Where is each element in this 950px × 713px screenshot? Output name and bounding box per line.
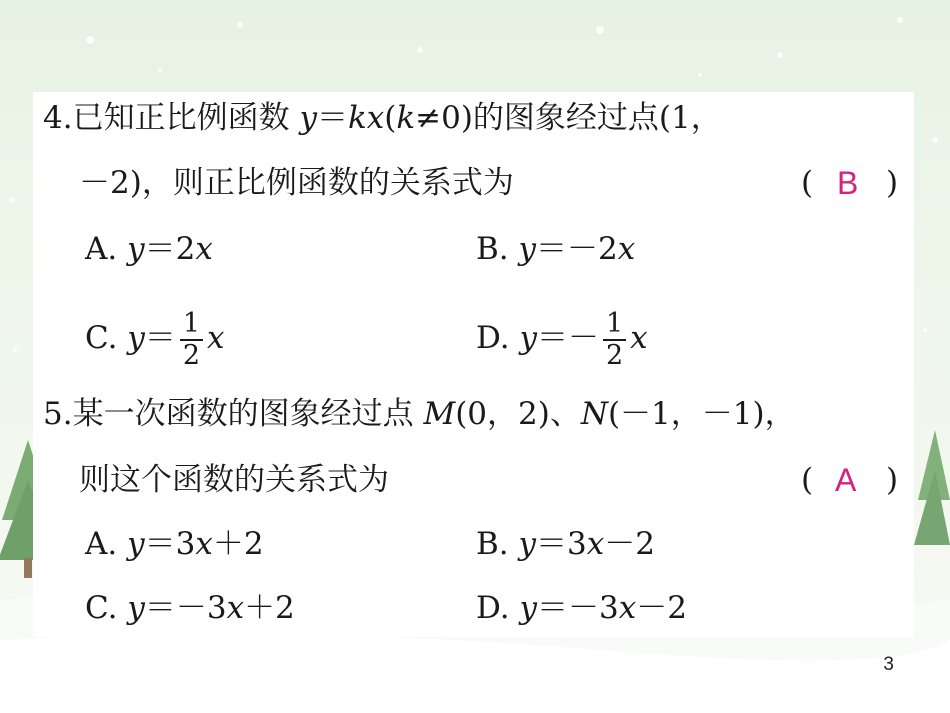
q5-option-b	[476, 524, 655, 564]
expr: ＝－3	[144, 590, 227, 626]
q5-option-c	[85, 588, 295, 628]
q4-cond: ≠0)的图象经过点(1，	[415, 100, 722, 136]
var-y: y	[518, 231, 537, 267]
q4-number: 4.	[43, 100, 73, 136]
expr: ＝－	[536, 320, 599, 356]
q4-kx: kx	[347, 100, 385, 136]
expr-tail: ＋2	[212, 526, 264, 562]
q5-option-a	[85, 524, 264, 564]
var-x: x	[630, 320, 648, 356]
var-x: x	[195, 231, 213, 267]
q5-end: (－1，－1)，	[607, 396, 796, 432]
q5-number: 5.	[43, 396, 73, 432]
q5-stem-line2: 则这个函数的关系式为	[79, 462, 389, 498]
expr-tail: －2	[636, 590, 687, 626]
q5-text: 某一次函数的图象经过点	[72, 396, 424, 432]
q4-text: 已知正比例函数	[72, 100, 300, 136]
q5-paren-close: )	[886, 462, 899, 498]
question-card	[33, 92, 914, 637]
q4-option-b	[476, 229, 635, 269]
var-y: y	[127, 320, 145, 356]
option-label: C.	[85, 320, 118, 356]
q4-answer: B	[837, 165, 859, 201]
q5-point-n: N	[580, 396, 608, 432]
q5-paren-open: (	[801, 462, 814, 498]
q5-option-d	[476, 588, 687, 628]
fraction	[603, 309, 626, 371]
fraction	[180, 309, 203, 371]
option-label: B.	[476, 231, 509, 267]
expr-tail: －2	[604, 526, 655, 562]
q4-var-y: y	[299, 100, 317, 136]
q4-paren-open: (	[801, 165, 814, 201]
q4-stem-line1	[43, 98, 722, 138]
expr: ＝－2	[536, 231, 618, 267]
q4-option-c	[85, 306, 225, 371]
var-y: y	[519, 590, 537, 626]
denominator: 2	[182, 339, 201, 371]
var-x: x	[195, 526, 213, 562]
page-number: 3	[883, 654, 894, 675]
expr: ＝	[144, 320, 176, 356]
option-label: D.	[476, 320, 510, 356]
option-label: A.	[85, 231, 118, 267]
var-y: y	[127, 590, 145, 626]
q5-stem-line1	[43, 394, 796, 434]
var-x: x	[226, 590, 245, 626]
expr: ＝3	[144, 526, 196, 562]
expr: ＝2	[144, 231, 196, 267]
option-label: D.	[476, 590, 510, 626]
q4-paren-close: )	[886, 165, 899, 201]
q5-point-m: M	[423, 396, 456, 432]
q5-answer: A	[835, 462, 857, 498]
q4-k: k	[396, 100, 416, 136]
tree-right	[914, 430, 950, 545]
var-y: y	[519, 320, 537, 356]
option-label: C.	[85, 590, 118, 626]
var-x: x	[207, 320, 225, 356]
expr-tail: ＋2	[244, 590, 295, 626]
q5-mid: (0，2)、	[455, 396, 581, 432]
var-y: y	[127, 526, 145, 562]
var-x: x	[617, 231, 636, 267]
numerator: 1	[180, 309, 203, 341]
expr: ＝3	[536, 526, 587, 562]
option-label: A.	[85, 526, 118, 562]
q4-eq: ＝	[316, 100, 348, 136]
var-y: y	[518, 526, 537, 562]
q4-option-d	[476, 306, 648, 371]
expr: ＝－3	[536, 590, 619, 626]
denominator: 2	[605, 339, 624, 371]
var-x: x	[618, 590, 637, 626]
var-x: x	[586, 526, 605, 562]
q4-open: (	[384, 100, 397, 136]
numerator: 1	[603, 309, 626, 341]
q4-option-a	[85, 229, 213, 269]
var-y: y	[127, 231, 145, 267]
q4-stem-line2: －2)，则正比例函数的关系式为	[79, 165, 514, 201]
option-label: B.	[476, 526, 509, 562]
